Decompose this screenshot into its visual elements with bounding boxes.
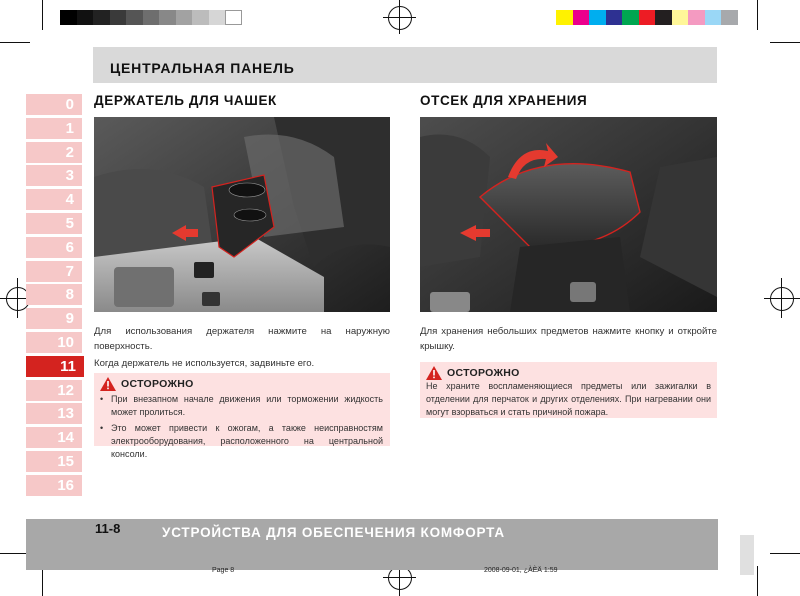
- chapter-tab-10[interactable]: 10: [26, 332, 82, 353]
- crop-mark: [770, 553, 800, 554]
- chapter-tab-3[interactable]: 3: [26, 165, 82, 186]
- chapter-tab-16[interactable]: 16: [26, 475, 82, 496]
- cup-holder-heading: ДЕРЖАТЕЛЬ ДЛЯ ЧАШЕК: [94, 93, 277, 108]
- warning-icon: [426, 366, 442, 380]
- storage-compartment-illustration: [420, 117, 717, 312]
- chapter-tab-15[interactable]: 15: [26, 451, 82, 472]
- registration-cross-top-h: [383, 17, 416, 18]
- storage-paragraph-1: Для хранения небольших предметов нажмите кнопку и откройте крышку.: [420, 326, 717, 352]
- page-number: 11-8: [95, 521, 121, 536]
- chapter-tab-12[interactable]: 12: [26, 380, 82, 401]
- chapter-tab-5[interactable]: 5: [26, 213, 82, 234]
- print-date-label: 2008-09-01, ¿ÀÈÄ 1:59: [484, 567, 558, 574]
- registration-cross-bottom-h: [383, 577, 416, 578]
- chapter-tab-14[interactable]: 14: [26, 427, 82, 448]
- cup-holder-paragraph-1: Для использования держателя нажмите на наружную поверхность.: [94, 326, 390, 352]
- storage-warning-title: ОСТОРОЖНО: [447, 367, 520, 379]
- cup-holder-illustration: [94, 117, 390, 312]
- crop-mark: [757, 0, 758, 30]
- storage-compartment-photo: [420, 117, 717, 312]
- chapter-tab-8[interactable]: 8: [26, 284, 82, 305]
- chapter-tab-11-active[interactable]: 11: [26, 356, 84, 377]
- crop-mark: [770, 42, 800, 43]
- storage-heading: ОТСЕК ДЛЯ ХРАНЕНИЯ: [420, 93, 588, 108]
- warning-bullet: • Это может привести к ожогам, а также неисправностям электрооборудования, расположенного на центральной консоли.: [100, 422, 383, 461]
- edge-tab: [740, 535, 754, 575]
- crop-mark: [757, 566, 758, 596]
- cup-holder-photo: [94, 117, 390, 312]
- chapter-tab-4[interactable]: 4: [26, 189, 82, 210]
- cup-holder-warning-list: [100, 393, 383, 464]
- chapter-tab-6[interactable]: 6: [26, 237, 82, 258]
- crop-mark: [42, 566, 43, 596]
- page-title: ЦЕНТРАЛЬНАЯ ПАНЕЛЬ: [110, 60, 295, 76]
- registration-mark-top: [388, 6, 412, 30]
- storage-warning-text: Не храните воспламеняющиеся предметы или зажигалки в отделении для перчаток и других отделениях. При нагревании они могут взорваться и стать причиной пожара.: [426, 381, 711, 417]
- chapter-tab-0[interactable]: 0: [26, 94, 82, 115]
- registration-mark-right: [770, 287, 794, 311]
- chapter-tab-7[interactable]: 7: [26, 261, 82, 282]
- warning-icon: [100, 377, 116, 391]
- chapter-tab-1[interactable]: 1: [26, 118, 82, 139]
- chapter-title: УСТРОЙСТВА ДЛЯ ОБЕСПЕЧЕНИЯ КОМФОРТА: [162, 525, 505, 540]
- chapter-tab-9[interactable]: 9: [26, 308, 82, 329]
- cup-holder-warning-title: ОСТОРОЖНО: [121, 378, 194, 390]
- cup-holder-paragraph-2: Когда держатель не используется, задвиньте его.: [94, 358, 315, 369]
- storage-instructions: [420, 325, 717, 354]
- cup-holder-instructions: [94, 325, 390, 372]
- cup-holder-warning-box: [94, 373, 390, 459]
- warning-bullet: • При внезапном начале движения или торможении жидкость может пролиться.: [100, 393, 383, 419]
- storage-warning-box: [420, 362, 717, 418]
- print-page-label: Page 8: [212, 567, 235, 574]
- chapter-tab-13[interactable]: 13: [26, 403, 82, 424]
- registration-cross-right-h: [764, 298, 800, 299]
- crop-mark: [42, 0, 43, 30]
- chapter-tab-2[interactable]: 2: [26, 142, 82, 163]
- crop-mark: [0, 42, 30, 43]
